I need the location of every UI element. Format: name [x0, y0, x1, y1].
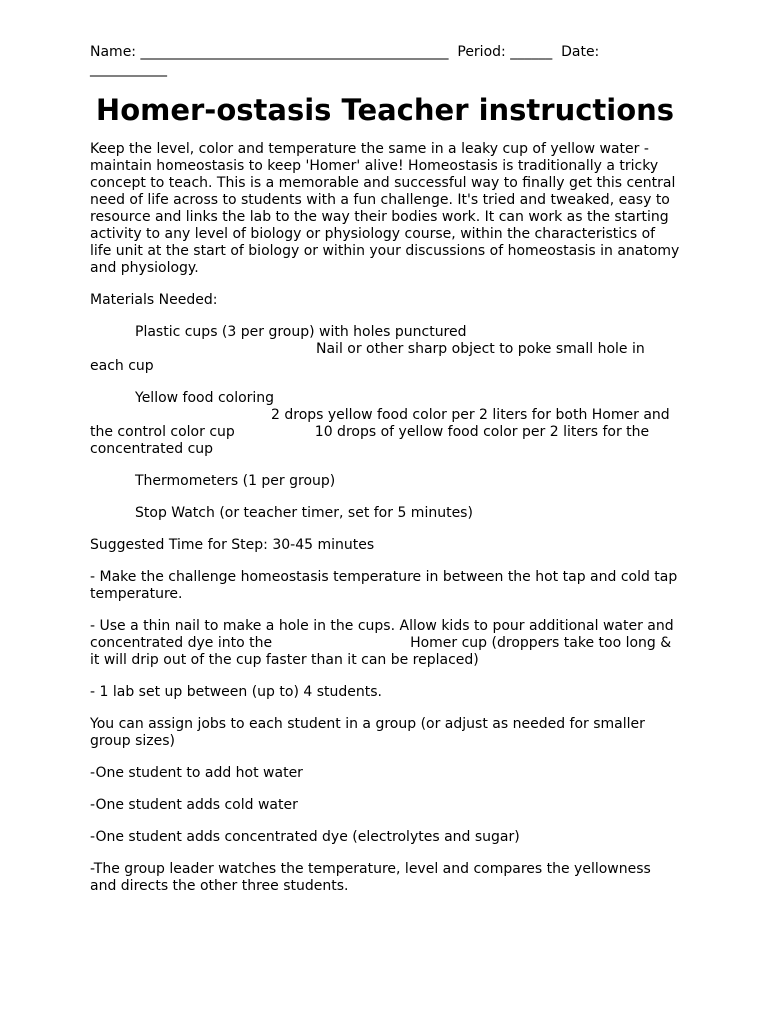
step-lab-setup: - 1 lab set up between (up to) 4 students.	[90, 684, 382, 700]
job-dye: -One student adds concentrated dye (electrolytes and sugar)	[90, 829, 520, 845]
food-coloring-note-b: 10 drops of yellow food color per 2 liters for the concentrated cup	[90, 424, 650, 457]
header-fields	[90, 44, 680, 78]
job-hot-water: -One student to add hot water	[90, 765, 303, 781]
step-nail-part-a: - Use a thin nail to make a hole in the cups. Allow kids to pour additional water and concentrated dye into the	[90, 618, 674, 651]
jobs-intro: You can assign jobs to each student in a group (or adjust as needed for smaller group sizes)	[90, 716, 645, 749]
step-nail	[90, 618, 680, 669]
job-group-leader: -The group leader watches the temperature, level and compares the yellowness and directs the other three students.	[90, 861, 651, 894]
document-page	[90, 44, 680, 895]
material-stopwatch: Stop Watch (or teacher timer, set for 5 minutes)	[135, 505, 473, 521]
material-food-coloring	[90, 390, 680, 458]
name-period-date-line: Name: ____________________________________________ Period: ______ Date:	[90, 44, 600, 60]
document-title: Homer-ostasis Teacher instructions	[95, 93, 675, 127]
material-food-coloring-label: Yellow food coloring	[135, 390, 275, 406]
suggested-time: Suggested Time for Step: 30-45 minutes	[90, 537, 375, 553]
step-temperature: - Make the challenge homeostasis temperature in between the hot tap and cold tap temperature.	[90, 569, 678, 602]
material-thermometers: Thermometers (1 per group)	[135, 473, 336, 489]
job-cold-water: -One student adds cold water	[90, 797, 298, 813]
date-blank-line: ___________	[90, 61, 167, 77]
materials-heading: Materials Needed:	[90, 292, 218, 308]
material-cups-note: Nail or other sharp object to poke small hole in each cup	[90, 341, 645, 374]
step-nail-part-b: Homer cup (droppers take too long & it will drip out of the cup faster than it can be replaced)	[90, 635, 672, 668]
food-coloring-note-a: 2 drops yellow food color per 2 liters for both Homer and the control color cup	[90, 407, 670, 440]
material-cups	[90, 324, 680, 375]
intro-paragraph: Keep the level, color and temperature the same in a leaky cup of yellow water - maintain homeostasis to keep 'Homer' alive! Homeostasis is traditionally a tricky concept to teach. This is a memorable and successful way to finally get this central need of life across to students with a fun challenge. It's tried and tweaked, easy to resource and links the lab to the way their bodies work. It can work as the starting activity to any level of biology or physiology course, within the characteristics of life unit at the start of biology or within your discussions of homeostasis in anatomy and physiology.	[90, 141, 680, 276]
material-cups-label: Plastic cups (3 per group) with holes punctured	[135, 324, 467, 340]
